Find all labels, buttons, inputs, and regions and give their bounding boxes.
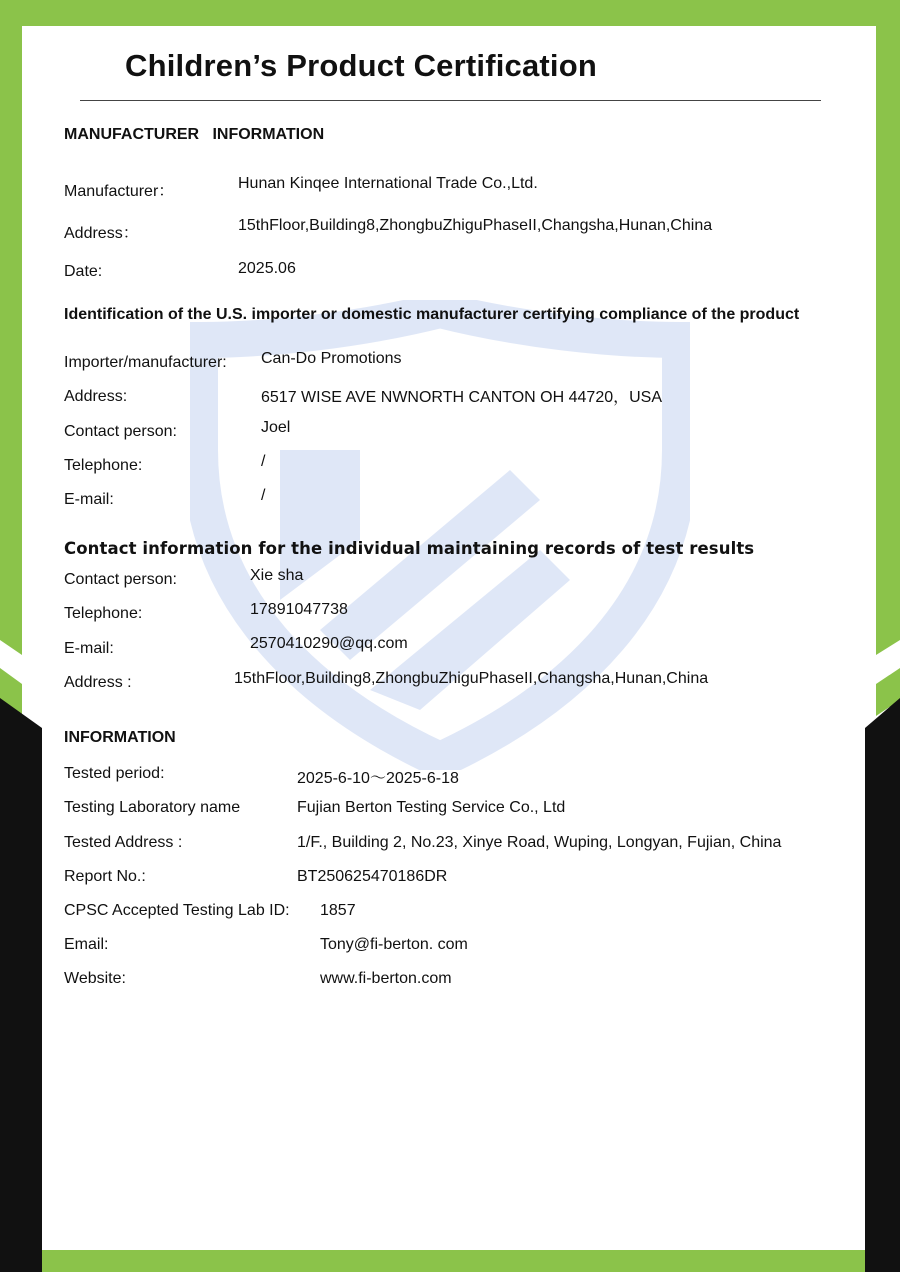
document-title: Children’s Product Certification <box>125 48 598 83</box>
date-label: Date: <box>64 263 103 280</box>
importer-contact-label: Contact person: <box>64 423 177 440</box>
lab-email-value: Tony@fi-berton. com <box>320 936 468 953</box>
manufacturer-section-heading: MANUFACTURER INFORMATION <box>64 126 325 143</box>
manufacturer-address-value: 15thFloor,Building8,ZhongbuZhiguPhaseII,Changsha,Hunan,China <box>238 217 713 234</box>
importer-contact-value: Joel <box>261 419 291 436</box>
importer-label: Importer/manufacturer: <box>64 354 227 371</box>
lab-name-value: Fujian Berton Testing Service Co., Ltd <box>297 799 566 816</box>
importer-telephone-value: / <box>261 453 266 470</box>
records-telephone-value: 17891047738 <box>250 601 348 618</box>
tested-address-label: Tested Address : <box>64 834 183 851</box>
records-contact-value: Xie sha <box>250 567 304 584</box>
importer-address-value: 6517 WISE AVE NWNORTH CANTON OH 44720，USA <box>261 389 663 406</box>
importer-email-value: / <box>261 487 266 504</box>
records-address-value: 15thFloor,Building8,ZhongbuZhiguPhaseII,Changsha,Hunan,China <box>234 670 709 687</box>
lab-email-label: Email: <box>64 936 109 953</box>
lab-website-value: www.fi-berton.com <box>320 970 452 987</box>
tested-period-value: 2025-6-10～2025-6-18 <box>297 770 459 787</box>
report-no-value: BT250625470186DR <box>297 868 448 885</box>
title-divider <box>80 100 821 101</box>
records-email-value: 2570410290@qq.com <box>250 635 408 652</box>
manufacturer-value: Hunan Kinqee International Trade Co.,Ltd. <box>238 175 538 192</box>
records-address-label: Address : <box>64 674 132 691</box>
records-telephone-label: Telephone: <box>64 605 143 622</box>
tested-period-label: Tested period: <box>64 765 165 782</box>
tested-address-value: 1/F., Building 2, No.23, Xinye Road, Wuping, Longyan, Fujian, China <box>297 834 782 851</box>
report-no-label: Report No.: <box>64 868 146 885</box>
importer-section-heading: Identification of the U.S. importer or domestic manufacturer certifying compliance of the product <box>64 306 800 323</box>
importer-value: Can-Do Promotions <box>261 350 402 367</box>
manufacturer-label: Manufacturer： <box>64 183 175 200</box>
lab-id-value: 1857 <box>320 902 356 919</box>
date-value: 2025.06 <box>238 260 296 277</box>
importer-telephone-label: Telephone: <box>64 457 143 474</box>
records-section-heading: Contact information for the individual maintaining records of test results <box>64 539 755 558</box>
importer-address-label: Address: <box>64 388 128 405</box>
manufacturer-address-label: Address： <box>64 225 139 242</box>
records-contact-label: Contact person: <box>64 571 177 588</box>
lab-id-label: CPSC Accepted Testing Lab ID: <box>64 902 290 919</box>
lab-website-label: Website: <box>64 970 126 987</box>
information-section-heading: INFORMATION <box>64 729 176 746</box>
importer-email-label: E-mail: <box>64 491 114 508</box>
lab-name-label: Testing Laboratory name <box>64 799 241 816</box>
records-email-label: E-mail: <box>64 640 114 657</box>
